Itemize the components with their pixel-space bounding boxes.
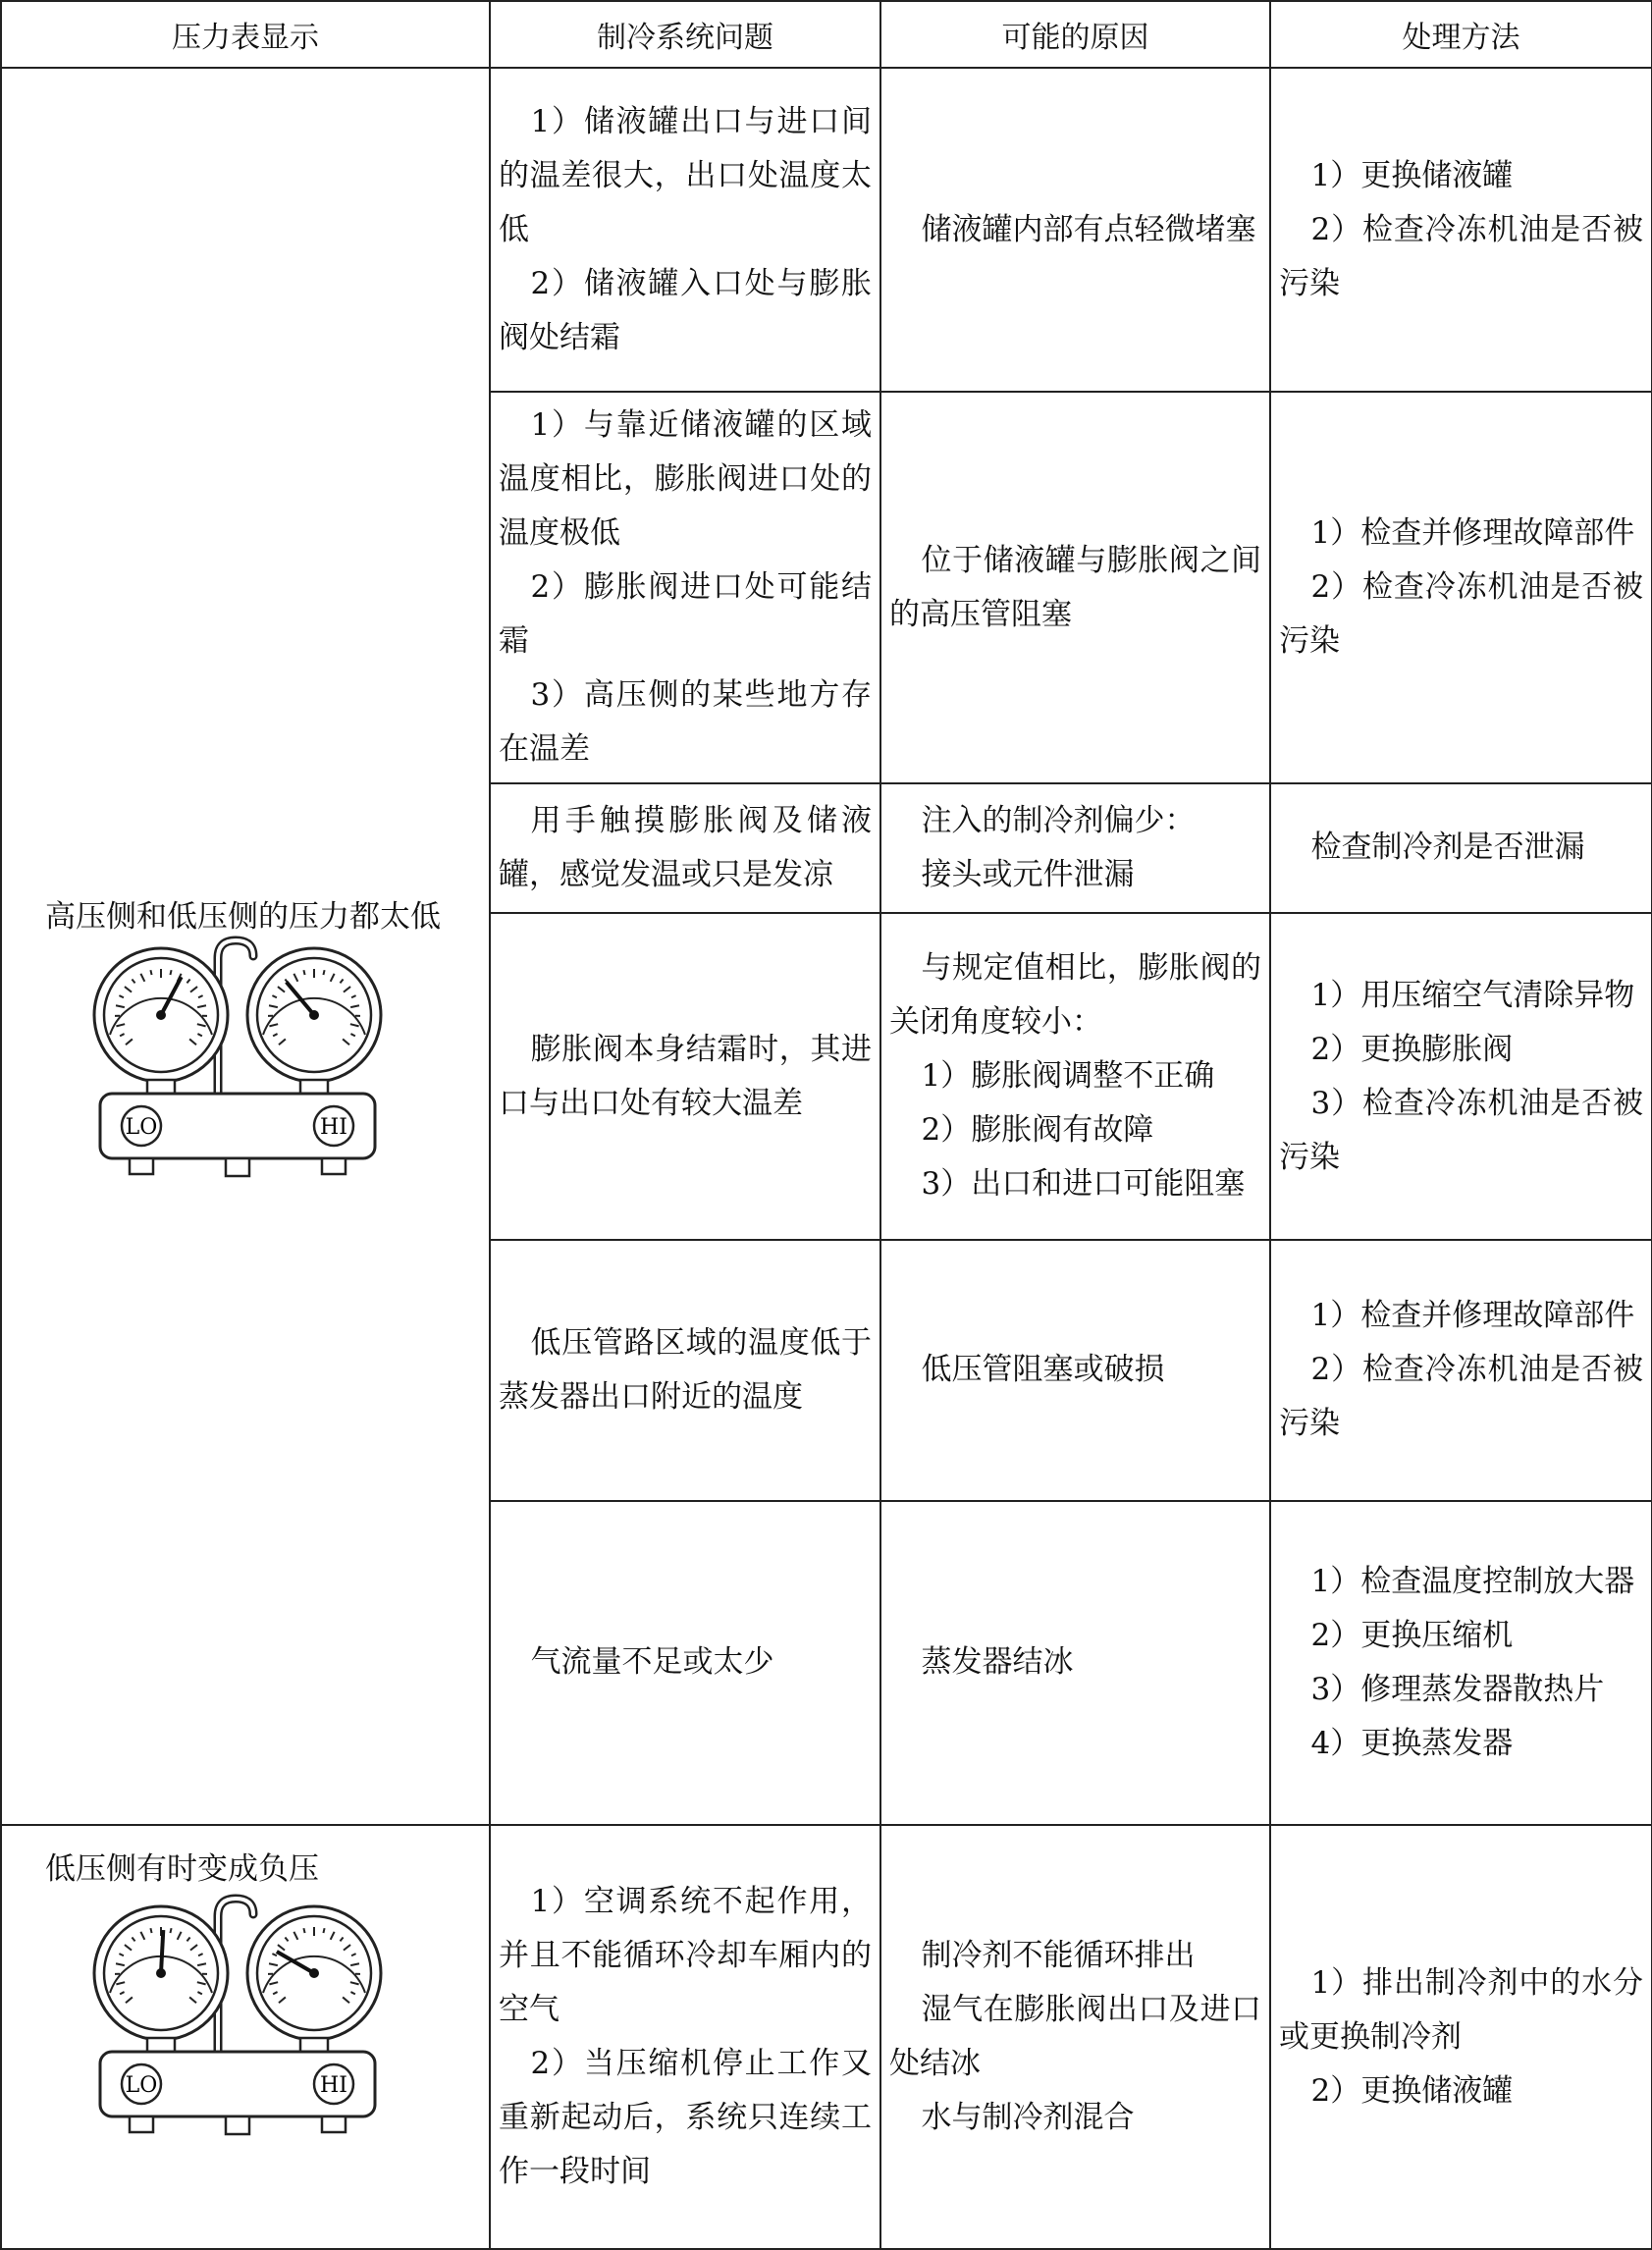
solution-line: 1）检查温度控制放大器 bbox=[1279, 1555, 1643, 1609]
problem-line: 2）储液罐入口处与膨胀阀处结霜 bbox=[499, 257, 872, 365]
solution-line: 1）检查并修理故障部件 bbox=[1279, 1289, 1643, 1343]
cause-line: 低压管阻塞或破损 bbox=[889, 1343, 1261, 1397]
low-pressure-gauge bbox=[94, 948, 228, 1113]
cause-line: 制冷剂不能循环排出 bbox=[889, 1929, 1261, 1983]
cause-line: 2）膨胀阀有故障 bbox=[889, 1103, 1261, 1157]
problem-line: 用手触摸膨胀阀及储液罐，感觉发温或只是发凉 bbox=[499, 794, 872, 902]
cause-line: 水与制冷剂混合 bbox=[889, 2091, 1261, 2145]
problem-cell bbox=[490, 1825, 880, 2249]
solution-line: 2）检查冷冻机油是否被污染 bbox=[1279, 203, 1643, 311]
column-header: 可能的原因 bbox=[880, 1, 1270, 68]
cause-line: 蒸发器结冰 bbox=[889, 1635, 1261, 1689]
solution-cell bbox=[1270, 783, 1652, 913]
solution-line: 4）更换蒸发器 bbox=[1279, 1717, 1643, 1771]
pressure-display-label: 低压侧有时变成负压 bbox=[2, 1848, 319, 1891]
cause-cell bbox=[880, 1825, 1270, 2249]
cause-line: 1）膨胀阀调整不正确 bbox=[889, 1049, 1261, 1103]
problem-cell bbox=[490, 913, 880, 1240]
pressure-display-label: 高压侧和低压侧的压力都太低 bbox=[2, 895, 441, 938]
manifold-gauge-icon bbox=[71, 1893, 404, 2138]
problem-cell bbox=[490, 783, 880, 913]
solution-line: 2）更换储液罐 bbox=[1279, 2064, 1643, 2118]
high-pressure-gauge bbox=[247, 948, 381, 1113]
problem-cell bbox=[490, 68, 880, 392]
cause-line: 与规定值相比，膨胀阀的关闭角度较小： bbox=[889, 941, 1261, 1049]
cause-cell bbox=[880, 913, 1270, 1240]
solution-line: 2）检查冷冻机油是否被污染 bbox=[1279, 561, 1643, 669]
problem-line: 低压管路区域的温度低于蒸发器出口附近的温度 bbox=[499, 1316, 872, 1424]
hi-label: HI bbox=[320, 1115, 347, 1140]
low-gauge-needle bbox=[161, 1930, 163, 1973]
solution-line: 检查制冷剂是否泄漏 bbox=[1279, 821, 1643, 875]
lo-label: LO bbox=[126, 1115, 158, 1140]
cause-cell bbox=[880, 1501, 1270, 1825]
cause-line: 湿气在膨胀阀出口及进口处结冰 bbox=[889, 1983, 1261, 2091]
solution-line: 2）更换压缩机 bbox=[1279, 1609, 1643, 1663]
solution-line: 1）排出制冷剂中的水分或更换制冷剂 bbox=[1279, 1956, 1643, 2064]
high-pressure-gauge bbox=[247, 1906, 381, 2071]
solution-line: 3）修理蒸发器散热片 bbox=[1279, 1663, 1643, 1717]
pressure-display-cell bbox=[1, 68, 490, 1825]
solution-line: 1）检查并修理故障部件 bbox=[1279, 507, 1643, 561]
table-row bbox=[1, 68, 1652, 392]
column-header: 处理方法 bbox=[1270, 1, 1652, 68]
problem-cell bbox=[490, 392, 880, 782]
solution-cell bbox=[1270, 1501, 1652, 1825]
column-header: 压力表显示 bbox=[1, 1, 490, 68]
solution-cell bbox=[1270, 1240, 1652, 1500]
problem-cell bbox=[490, 1501, 880, 1825]
cause-cell bbox=[880, 392, 1270, 782]
cause-cell bbox=[880, 68, 1270, 392]
solution-line: 2）检查冷冻机油是否被污染 bbox=[1279, 1343, 1643, 1451]
cause-cell bbox=[880, 783, 1270, 913]
solution-cell bbox=[1270, 392, 1652, 782]
problem-line: 2）当压缩机停止工作又重新起动后，系统只连续工作一段时间 bbox=[499, 2037, 872, 2199]
cause-line: 位于储液罐与膨胀阀之间的高压管阻塞 bbox=[889, 534, 1261, 642]
column-header: 制冷系统问题 bbox=[490, 1, 880, 68]
lo-label: LO bbox=[126, 2073, 158, 2098]
solution-cell bbox=[1270, 68, 1652, 392]
table-row bbox=[1, 1825, 1652, 2249]
cause-line: 注入的制冷剂偏少： bbox=[889, 794, 1261, 848]
problem-line: 1）空调系统不起作用，并且不能循环冷却车厢内的空气 bbox=[499, 1875, 872, 2037]
low-pressure-gauge bbox=[94, 1906, 228, 2071]
cause-cell bbox=[880, 1240, 1270, 1500]
solution-line: 1）更换储液罐 bbox=[1279, 149, 1643, 203]
solution-cell bbox=[1270, 1825, 1652, 2249]
solution-cell bbox=[1270, 913, 1652, 1240]
cause-line: 接头或元件泄漏 bbox=[889, 848, 1261, 902]
problem-line: 膨胀阀本身结霜时，其进口与出口处有较大温差 bbox=[499, 1023, 872, 1131]
problem-cell bbox=[490, 1240, 880, 1500]
pressure-display-cell bbox=[1, 1825, 490, 2249]
header-row bbox=[1, 1, 1652, 68]
manifold-gauge-icon bbox=[71, 935, 404, 1180]
problem-line: 气流量不足或太少 bbox=[499, 1635, 872, 1689]
solution-line: 3）检查冷冻机油是否被污染 bbox=[1279, 1077, 1643, 1185]
cause-line: 储液罐内部有点轻微堵塞 bbox=[889, 203, 1261, 257]
hi-label: HI bbox=[320, 2073, 347, 2098]
problem-line: 1）储液罐出口与进口间的温差很大，出口处温度太低 bbox=[499, 95, 872, 257]
problem-line: 3）高压侧的某些地方存在温差 bbox=[499, 669, 872, 777]
problem-line: 2）膨胀阀进口处可能结霜 bbox=[499, 561, 872, 669]
solution-line: 2）更换膨胀阀 bbox=[1279, 1023, 1643, 1077]
problem-line: 1）与靠近储液罐的区域温度相比，膨胀阀进口处的温度极低 bbox=[499, 399, 872, 561]
solution-line: 1）用压缩空气清除异物 bbox=[1279, 969, 1643, 1023]
cause-line: 3）出口和进口可能阻塞 bbox=[889, 1157, 1261, 1211]
